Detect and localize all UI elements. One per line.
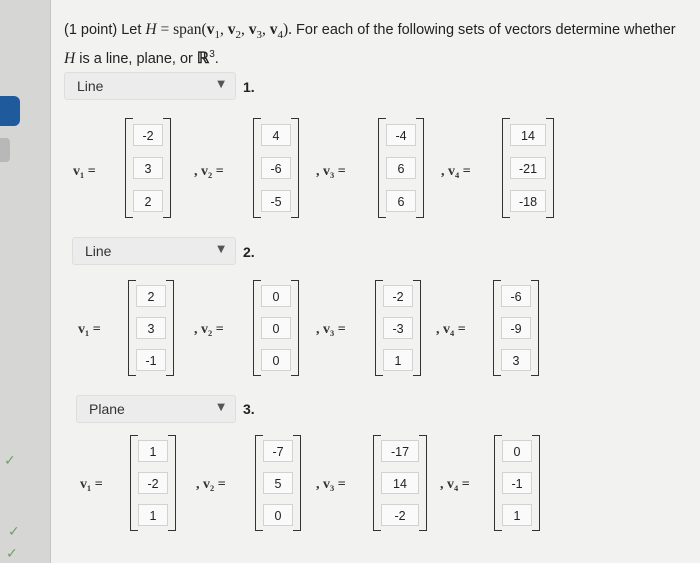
math-sup: 3 <box>209 48 215 60</box>
math-var: H <box>145 21 157 38</box>
matrix-cell[interactable]: -6 <box>501 285 531 307</box>
bracket-left <box>253 118 261 218</box>
bracket-right <box>166 280 174 376</box>
matrix-q2-v1 <box>128 280 174 376</box>
math-vector: v <box>227 21 236 38</box>
matrix-cell[interactable]: -2 <box>138 472 168 494</box>
bracket-left <box>373 435 381 531</box>
math-sub: 2 <box>235 28 241 41</box>
prompt-tail: is a line, plane, or <box>75 50 197 67</box>
matrix-q1-v4 <box>502 118 554 218</box>
matrix-q1-v1 <box>125 118 171 218</box>
bracket-right <box>168 435 176 531</box>
matrix-q2-v2 <box>253 280 299 376</box>
matrix-cell[interactable]: 3 <box>133 157 163 179</box>
matrix-cell[interactable]: -18 <box>510 190 546 212</box>
math-vector: v <box>248 21 257 38</box>
v3-label: , v₃ = <box>316 322 346 337</box>
matrix-q3-v3 <box>373 435 427 531</box>
bracket-right <box>291 118 299 218</box>
bracket-left <box>375 280 383 376</box>
matrix-q1-v3 <box>378 118 424 218</box>
v2-label: , v₂ = <box>194 164 224 179</box>
answer-select-2[interactable] <box>72 237 236 265</box>
matrix-cell[interactable]: 5 <box>263 472 293 494</box>
matrix-cell[interactable]: -1 <box>502 472 532 494</box>
chevron-down-icon: ▼ <box>217 244 225 255</box>
matrix-cell[interactable]: 1 <box>502 504 532 526</box>
matrix-cell[interactable]: -1 <box>136 349 166 371</box>
math-comma: , <box>261 21 270 38</box>
v1-label: v₁ = <box>73 164 96 179</box>
v4-label: , v₄ = <box>436 322 466 337</box>
v3-label: , v₃ = <box>316 477 346 492</box>
bracket-left <box>494 435 502 531</box>
question-number: 2. <box>243 244 255 260</box>
matrix-cell[interactable]: 6 <box>386 157 416 179</box>
bracket-right <box>532 435 540 531</box>
chevron-down-icon: ▼ <box>217 79 225 90</box>
matrix-cell[interactable]: 14 <box>381 472 419 494</box>
v4-label: , v₄ = <box>441 164 471 179</box>
math-reals: ℝ <box>196 49 210 67</box>
checkmark-icon: ✓ <box>8 524 20 540</box>
prompt-text: Let <box>121 22 146 38</box>
bracket-left <box>253 280 261 376</box>
matrix-cell[interactable]: 2 <box>133 190 163 212</box>
matrix-cell[interactable]: -5 <box>261 190 291 212</box>
matrix-q3-v1 <box>130 435 176 531</box>
matrix-cell[interactable]: 3 <box>501 349 531 371</box>
matrix-cell[interactable]: -2 <box>133 124 163 146</box>
side-tab-secondary[interactable] <box>0 138 10 162</box>
matrix-cell[interactable]: -21 <box>510 157 546 179</box>
matrix-cell[interactable]: 0 <box>261 285 291 307</box>
matrix-q2-v4 <box>493 280 539 376</box>
bracket-right <box>419 435 427 531</box>
select-value: Plane <box>89 401 125 417</box>
matrix-q1-v2 <box>253 118 299 218</box>
bracket-right <box>163 118 171 218</box>
v2-label: , v₂ = <box>194 322 224 337</box>
bracket-right <box>293 435 301 531</box>
bracket-right <box>546 118 554 218</box>
chevron-down-icon: ▼ <box>217 402 225 413</box>
bracket-left <box>493 280 501 376</box>
matrix-cell[interactable]: -2 <box>381 504 419 526</box>
matrix-cell[interactable]: -9 <box>501 317 531 339</box>
v3-label: , v₃ = <box>316 164 346 179</box>
bracket-left <box>125 118 133 218</box>
math-sub: 4 <box>277 28 283 41</box>
matrix-cell[interactable]: 14 <box>510 124 546 146</box>
bracket-right <box>416 118 424 218</box>
v1-label: v₁ = <box>78 322 101 337</box>
matrix-q2-v3 <box>375 280 421 376</box>
bracket-left <box>502 118 510 218</box>
select-value: Line <box>77 78 104 94</box>
matrix-q3-v2 <box>255 435 301 531</box>
matrix-cell[interactable]: 3 <box>136 317 166 339</box>
matrix-cell[interactable]: -3 <box>383 317 413 339</box>
matrix-cell[interactable]: 0 <box>502 440 532 462</box>
problem-prompt <box>64 20 684 69</box>
matrix-cell[interactable]: 2 <box>136 285 166 307</box>
matrix-q3-v4 <box>494 435 540 531</box>
matrix-cell[interactable]: 0 <box>261 317 291 339</box>
matrix-cell[interactable]: 0 <box>261 349 291 371</box>
math-vector: v <box>206 21 215 38</box>
math-comma: , <box>219 21 228 38</box>
matrix-cell[interactable]: 6 <box>386 190 416 212</box>
v4-label: , v₄ = <box>440 477 470 492</box>
bracket-right <box>531 280 539 376</box>
answer-select-1[interactable] <box>64 72 236 100</box>
bracket-left <box>378 118 386 218</box>
math-close: ). <box>282 21 292 38</box>
points-label: (1 point) <box>64 22 118 38</box>
bracket-left <box>128 280 136 376</box>
select-value: Line <box>85 243 112 259</box>
matrix-cell[interactable]: -4 <box>386 124 416 146</box>
question-number: 1. <box>243 79 255 95</box>
matrix-cell[interactable]: 1 <box>383 349 413 371</box>
matrix-cell[interactable]: -2 <box>383 285 413 307</box>
bracket-right <box>291 280 299 376</box>
prompt-period: . <box>214 50 219 67</box>
matrix-cell[interactable]: 0 <box>263 504 293 526</box>
v2-label: , v₂ = <box>196 477 226 492</box>
matrix-cell[interactable]: 4 <box>261 124 291 146</box>
math-sub: 1 <box>214 28 220 41</box>
side-tab[interactable] <box>0 96 20 126</box>
v1-label: v₁ = <box>80 477 103 492</box>
matrix-cell[interactable]: -17 <box>381 440 419 462</box>
math-vector: v <box>269 21 278 38</box>
matrix-cell[interactable]: 1 <box>138 440 168 462</box>
bracket-right <box>413 280 421 376</box>
checkmark-icon: ✓ <box>6 546 18 562</box>
math-span: = span( <box>156 21 207 38</box>
question-number: 3. <box>243 401 255 417</box>
matrix-cell[interactable]: -7 <box>263 440 293 462</box>
math-sub: 3 <box>256 28 262 41</box>
matrix-cell[interactable]: 1 <box>138 504 168 526</box>
bracket-left <box>255 435 263 531</box>
math-comma: , <box>240 21 249 38</box>
bracket-left <box>130 435 138 531</box>
answer-select-3[interactable] <box>76 395 236 423</box>
math-var: H <box>64 49 76 67</box>
matrix-cell[interactable]: -6 <box>261 157 291 179</box>
checkmark-icon: ✓ <box>4 453 16 469</box>
prompt-instruction: For each of the following sets of vectors determine whether <box>292 22 676 38</box>
